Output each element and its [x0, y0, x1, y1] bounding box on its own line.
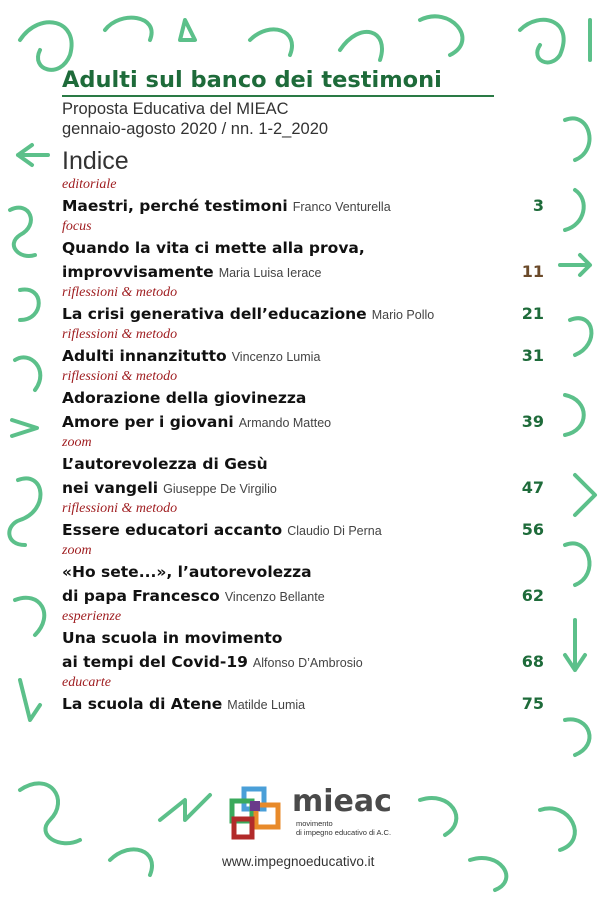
toc-line	[62, 560, 548, 584]
toc-entry[interactable]	[62, 500, 548, 542]
page-title: Adulti sul banco dei testimoni	[62, 67, 442, 93]
page-number: 68	[521, 652, 544, 671]
toc-line	[62, 650, 548, 674]
toc-category: riflessioni & metodo	[62, 285, 178, 300]
page-number: 62	[521, 586, 544, 605]
website-link[interactable]: www.impegnoeducativo.it	[222, 854, 375, 869]
toc-category: riflessioni & metodo	[62, 369, 178, 384]
article-title: La scuola di Atene	[62, 695, 223, 713]
page-number: 75	[521, 694, 544, 713]
page-number: 47	[521, 478, 544, 497]
toc-entry[interactable]	[62, 608, 548, 674]
article-title: Maestri, perché testimoni	[62, 197, 288, 215]
toc-category: riflessioni & metodo	[62, 501, 178, 516]
article-author: Maria Luisa Ierace	[218, 266, 322, 280]
logo-wordmark: mieac	[292, 784, 392, 819]
toc-line	[62, 344, 548, 368]
article-title-continued: improvvisamente	[62, 263, 214, 281]
title-underline	[62, 95, 494, 97]
toc-category: esperienze	[62, 609, 122, 624]
toc-line	[62, 452, 548, 476]
article-title: Quando la vita ci mette alla prova,	[62, 239, 365, 257]
issue-line: gennaio-agosto 2020 / nn. 1-2_2020	[62, 120, 329, 138]
article-title: Adulti innanzitutto	[62, 347, 227, 365]
article-title-continued: di papa Francesco	[62, 587, 220, 605]
toc-entry[interactable]	[62, 674, 548, 716]
toc-category: focus	[62, 219, 92, 234]
page-number: 56	[521, 520, 544, 539]
article-author: Mario Pollo	[371, 308, 435, 322]
page-number: 31	[521, 346, 544, 365]
toc-category: editoriale	[62, 177, 117, 192]
article-title: Essere educatori accanto	[62, 521, 283, 539]
header	[62, 66, 502, 176]
toc-line	[62, 584, 548, 608]
article-title-continued: ai tempi del Covid-19	[62, 653, 248, 671]
subtitle: Proposta Educativa del MIEAC	[62, 100, 289, 118]
toc-entry[interactable]	[62, 176, 548, 218]
toc-entry[interactable]	[62, 368, 548, 434]
article-author: Armando Matteo	[238, 416, 332, 430]
index-heading: Indice	[62, 147, 129, 175]
logo-tagline	[296, 819, 391, 837]
toc-line	[62, 194, 548, 218]
toc-category: riflessioni & metodo	[62, 327, 178, 342]
toc-entry[interactable]	[62, 434, 548, 500]
toc-category: zoom	[62, 543, 92, 558]
article-author: Vincenzo Bellante	[224, 590, 325, 604]
toc-line	[62, 692, 548, 716]
toc-line	[62, 518, 548, 542]
article-title: «Ho sete...», l’autorevolezza	[62, 563, 312, 581]
article-author: Alfonso D’Ambrosio	[252, 656, 363, 670]
toc-line	[62, 302, 548, 326]
toc-line	[62, 626, 548, 650]
toc-line	[62, 386, 548, 410]
toc-category: educarte	[62, 675, 111, 690]
article-author: Vincenzo Lumia	[231, 350, 321, 364]
logo-tagline-line2: di impegno educativo di A.C.	[296, 828, 392, 837]
toc-category: zoom	[62, 435, 92, 450]
page-number: 11	[521, 262, 544, 281]
table-of-contents	[62, 176, 548, 716]
toc-entry[interactable]	[62, 542, 548, 608]
page-number: 39	[521, 412, 544, 431]
article-title: Una scuola in movimento	[62, 629, 283, 647]
toc-entry[interactable]	[62, 284, 548, 326]
toc-line	[62, 476, 548, 500]
mieac-logo-mark-icon	[228, 785, 288, 843]
article-title: La crisi generativa dell’educazione	[62, 305, 367, 323]
article-author: Giuseppe De Virgilio	[163, 482, 277, 496]
article-title-continued: Amore per i giovani	[62, 413, 234, 431]
toc-entry[interactable]	[62, 218, 548, 284]
toc-line	[62, 410, 548, 434]
page-number: 21	[521, 304, 544, 323]
article-author: Franco Venturella	[292, 200, 391, 214]
mieac-logo	[228, 785, 398, 843]
toc-line	[62, 236, 548, 260]
page-number: 3	[532, 196, 544, 215]
article-author: Matilde Lumia	[227, 698, 306, 712]
toc-line	[62, 260, 548, 284]
article-author: Claudio Di Perna	[287, 524, 382, 538]
article-title: L’autorevolezza di Gesù	[62, 455, 268, 473]
toc-entry[interactable]	[62, 326, 548, 368]
article-title: Adorazione della giovinezza	[62, 389, 307, 407]
logo-tagline-line1: movimento	[296, 819, 333, 828]
article-title-continued: nei vangeli	[62, 479, 159, 497]
